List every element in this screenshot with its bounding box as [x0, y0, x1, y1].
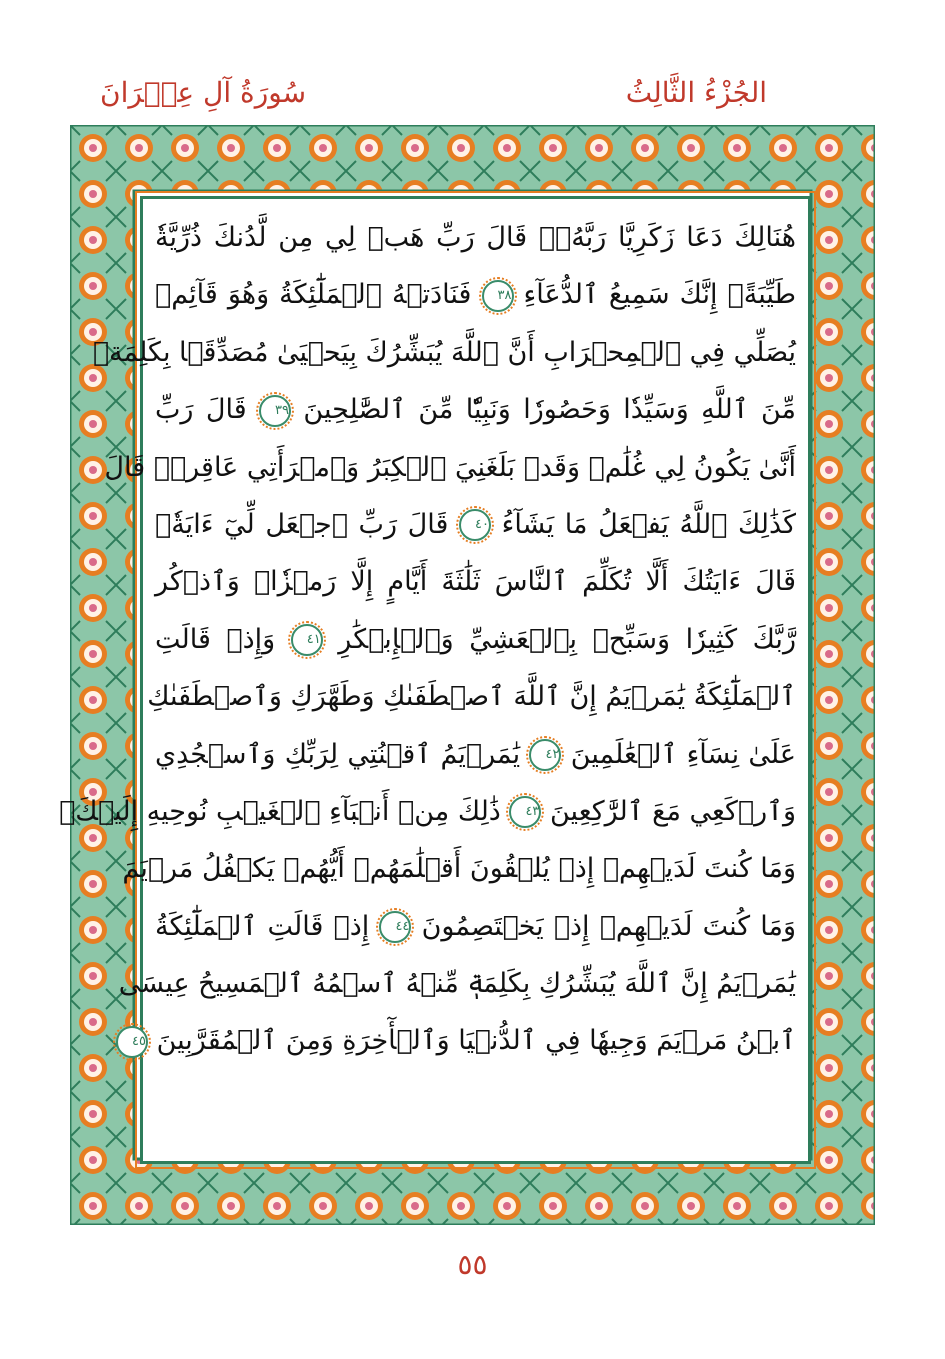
verse-text: ذَٰلِكَ مِنۡ أَنۢبَآءِ ٱلۡغَيۡبِ نُوحِيهِ إِلَيۡكَۚ	[59, 795, 510, 827]
verse-text: قَالَ رَبِّ	[155, 394, 260, 426]
page-number: ٥٥	[457, 1248, 488, 1281]
verse-text: قَالَ ءَايَتُكَ أَلَّا تُكَلِّمَ ٱلنَّاسَ ثَلَٰثَةَ أَيَّامٍ إِلَّا رَمۡزٗاۗ وَٱذۡكُر	[155, 566, 796, 598]
verse-text: قَالَ رَبِّ ٱجۡعَل لِّيٓ ءَايَةٗۖ	[155, 508, 459, 540]
quran-text-panel	[59, 196, 811, 1164]
verse-line	[143, 898, 808, 955]
ayah-number-marker: ٤٢	[529, 739, 561, 771]
verse-line	[132, 1012, 808, 1069]
surah-title: سُورَةُ آلِ عِمۡرَانَ	[100, 76, 307, 109]
verse-line	[104, 439, 808, 496]
ayah-number-marker: ٤٤	[379, 911, 411, 943]
verse-text: أَنَّىٰ يَكُونُ لِي غُلَٰمٞ وَقَدۡ بَلَغَنِيَ ٱلۡكِبَرُ وَٱمۡرَأَتِي عَاقِرٞۖ قَالَ	[104, 451, 796, 483]
verse-text: مِّنَ ٱللَّهِ وَسَيِّدٗا وَحَصُورٗا وَنَبِيّٗا مِّنَ ٱلصَّٰلِحِينَ	[291, 394, 797, 426]
verse-line	[143, 209, 808, 266]
ayah-number-marker: ٣٩	[259, 395, 291, 427]
verse-line	[143, 496, 808, 553]
ayah-number-marker: ٤١	[291, 624, 323, 656]
verse-text: كَذَٰلِكَ ٱللَّهُ يَفۡعَلُ مَا يَشَآءُ	[491, 508, 797, 540]
verse-line	[122, 840, 808, 897]
verse-line	[143, 381, 808, 438]
verse-text: طَيِّبَةًۖ إِنَّكَ سَمِيعُ ٱلدُّعَآءِ	[513, 279, 796, 311]
verse-line	[143, 668, 808, 725]
verse-line	[143, 611, 808, 668]
verse-text: وَٱرۡكَعِي مَعَ ٱلرَّٰكِعِينَ	[541, 795, 796, 827]
verse-text: يَٰمَرۡيَمُ ٱقۡنُتِي لِرَبِّكِ وَٱسۡجُدِي	[155, 738, 530, 770]
verse-text: رَّبَّكَ كَثِيرٗا وَسَبِّحۡ بِٱلۡعَشِيِّ وَٱلۡإِبۡكَٰرِ	[322, 623, 796, 655]
verse-text: وَإِذۡ قَالَتِ	[155, 623, 291, 655]
ayah-number-marker: ٣٨	[482, 280, 514, 312]
verse-text: ٱبۡنُ مَرۡيَمَ وَجِيهٗا فِي ٱلدُّنۡيَا وَٱلۡأٓخِرَةِ وَمِنَ ٱلۡمُقَرَّبِينَ	[148, 1025, 796, 1057]
verse-line	[143, 266, 808, 323]
verse-text: وَمَا كُنتَ لَدَيۡهِمۡ إِذۡ يُلۡقُونَ أَقۡلَٰمَهُمۡ أَيُّهُمۡ يَكۡفُلُ مَرۡيَمَ	[122, 853, 796, 885]
verse-line	[59, 783, 808, 840]
verse-line	[118, 955, 808, 1012]
verse-text: هُنَالِكَ دَعَا زَكَرِيَّا رَبَّهُۥۖ قَالَ رَبِّ هَبۡ لِي مِن لَّدُنكَ ذُرِّيَّةٗ	[155, 222, 796, 253]
verse-text: فَنَادَتۡهُ ٱلۡمَلَٰٓئِكَةُ وَهُوَ قَآئِمٞ	[155, 279, 482, 311]
verse-text: يَٰمَرۡيَمُ إِنَّ ٱللَّهَ يُبَشِّرُكِ بِكَلِمَةٖ مِّنۡهُ ٱسۡمُهُ ٱلۡمَسِيحُ عِيسَى	[118, 968, 796, 1000]
verse-text: ٱلۡمَلَٰٓئِكَةُ يَٰمَرۡيَمُ إِنَّ ٱللَّهَ ٱصۡطَفَىٰكِ وَطَهَّرَكِ وَٱصۡطَفَىٰكِ	[147, 681, 796, 713]
verse-text: عَلَىٰ نِسَآءِ ٱلۡعَٰلَمِينَ	[561, 738, 796, 770]
ayah-number-marker: ٤٠	[459, 509, 491, 541]
verse-line	[143, 726, 808, 783]
verse-line	[92, 324, 808, 381]
juz-title: الجُزْءُ الثَّالِثُ	[625, 76, 767, 109]
verse-line	[143, 553, 808, 610]
page-header	[0, 70, 945, 120]
verse-text: وَمَا كُنتَ لَدَيۡهِمۡ إِذۡ يَخۡتَصِمُونَ	[411, 910, 796, 942]
verse-text: يُصَلِّي فِي ٱلۡمِحۡرَابِ أَنَّ ٱللَّهَ يُبَشِّرُكَ بِيَحۡيَىٰ مُصَدِّقَۢا بِكَلِمَةٖ	[92, 336, 796, 368]
verse-text: إِذۡ قَالَتِ ٱلۡمَلَٰٓئِكَةُ	[155, 910, 380, 942]
verse-lines	[59, 209, 808, 1070]
ayah-number-marker: ٤٥	[116, 1026, 148, 1058]
ayah-number-marker: ٤٣	[509, 796, 541, 828]
